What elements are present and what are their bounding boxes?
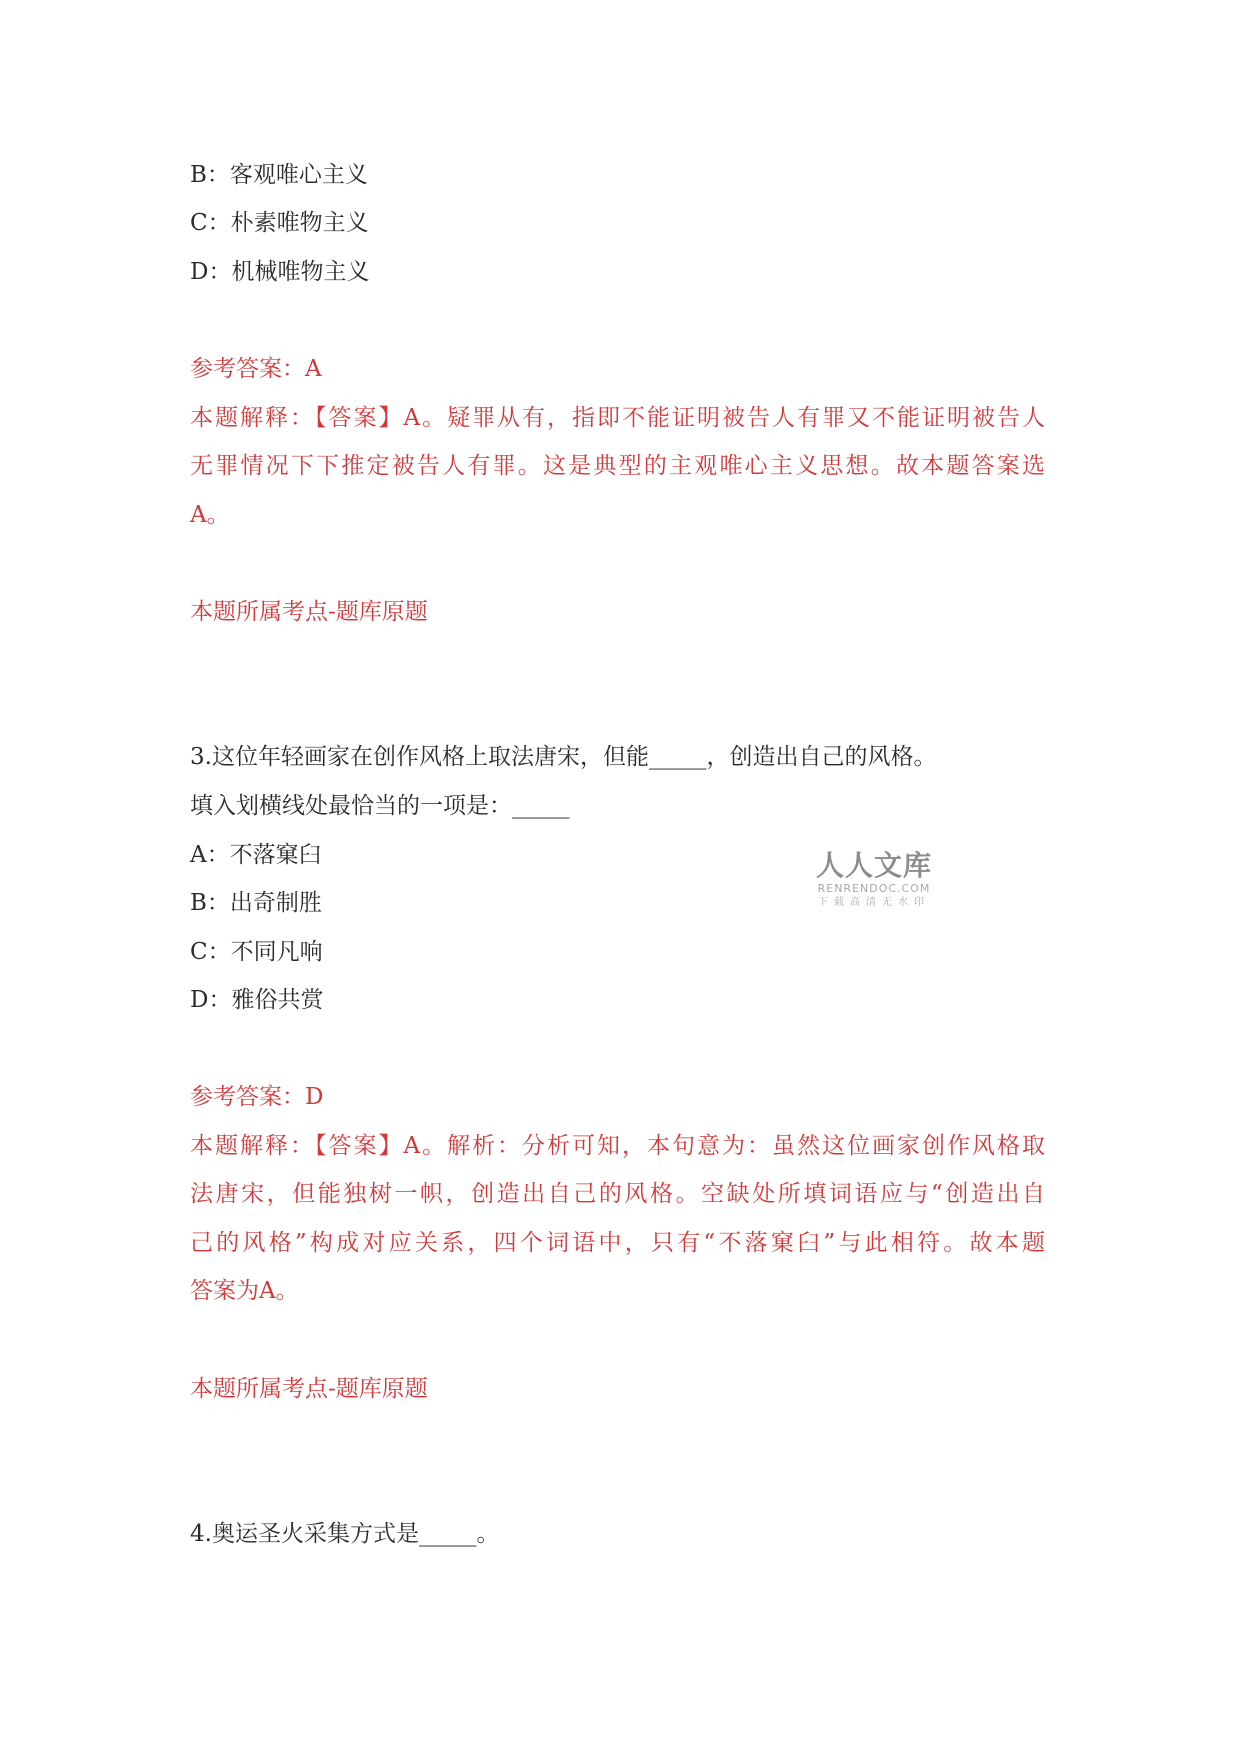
q2-option-c: C：朴素唯物主义 <box>190 210 369 236</box>
q3-explanation-line-2: 法唐宋，但能独树一帜，创造出自己的风格。空缺处所填词语应与“创造出自 <box>190 1181 1045 1207</box>
q3-explanation-line-1: 本题解释：【答案】A。解析：分析可知，本句意为：虽然这位画家创作风格取 <box>190 1133 1045 1159</box>
q4-question-line-1: 4.奥运圣火采集方式是_____。 <box>190 1521 500 1547</box>
q2-topic: 本题所属考点-题库原题 <box>190 599 428 625</box>
q3-topic: 本题所属考点-题库原题 <box>190 1376 428 1402</box>
q3-answer: 参考答案：D <box>190 1084 324 1110</box>
q3-explanation-line-4: 答案为A。 <box>190 1278 299 1304</box>
watermark-domain: RENRENDOC.COM <box>817 882 931 895</box>
watermark-title: 人人文库 <box>815 849 932 882</box>
q3-question-line-1: 3.这位年轻画家在创作风格上取法唐宋，但能_____，创造出自己的风格。 <box>190 744 937 770</box>
q3-explanation-line-3: 己的风格”构成对应关系，四个词语中，只有“不落窠臼”与此相符。故本题 <box>190 1230 1045 1256</box>
q3-question-line-2: 填入划横线处最恰当的一项是：_____ <box>190 793 570 819</box>
q3-option-c: C：不同凡响 <box>190 939 323 965</box>
q3-option-b: B：出奇制胜 <box>190 890 322 916</box>
q3-option-a: A：不落窠臼 <box>190 842 322 868</box>
q2-explanation-line-1: 本题解释：【答案】A。疑罪从有，指即不能证明被告人有罪又不能证明被告人 <box>190 405 1045 431</box>
q2-explanation-line-3: A。 <box>190 502 230 528</box>
q2-explanation-line-2: 无罪情况下下推定被告人有罪。这是典型的主观唯心主义思想。故本题答案选 <box>190 453 1045 479</box>
q2-option-b: B：客观唯心主义 <box>190 162 368 188</box>
watermark-tagline: 下载高清无水印 <box>818 897 930 908</box>
watermark-logo <box>812 850 936 910</box>
q3-option-d: D：雅俗共赏 <box>190 987 324 1013</box>
q2-option-d: D：机械唯物主义 <box>190 259 370 285</box>
q2-answer: 参考答案：A <box>190 356 322 382</box>
